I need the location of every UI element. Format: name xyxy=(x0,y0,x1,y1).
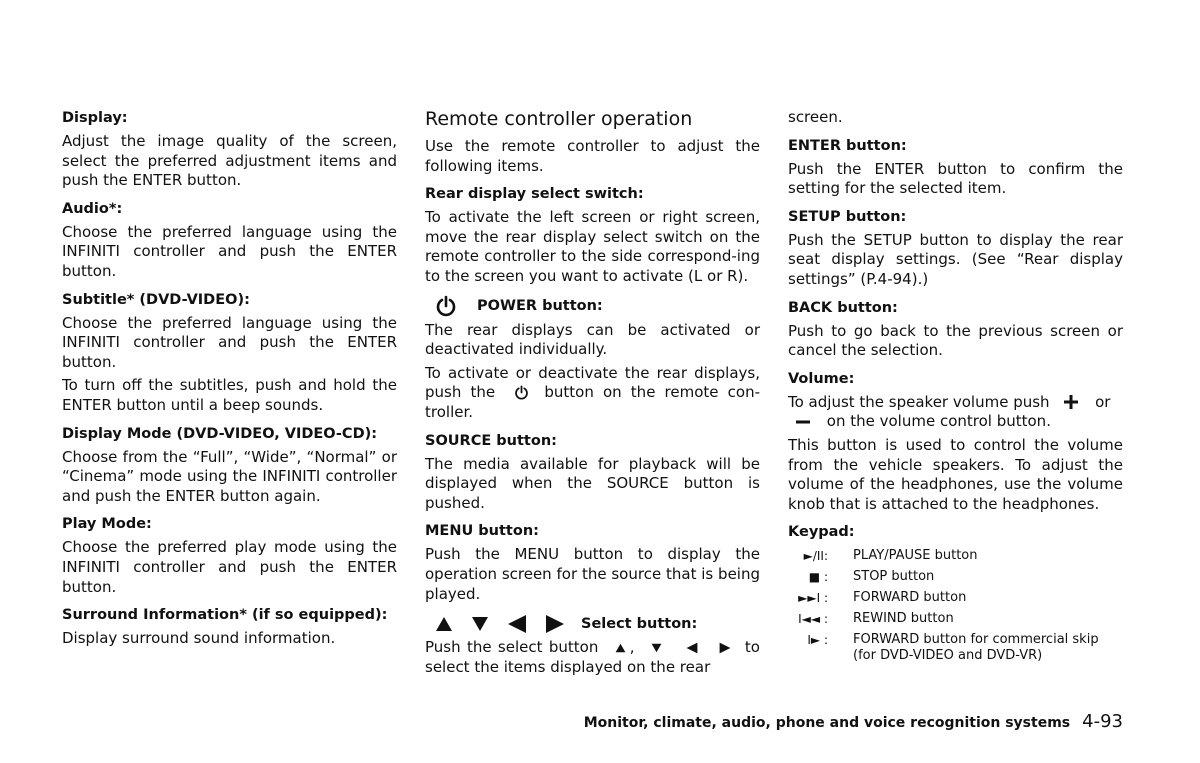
keypad-label: FORWARD button xyxy=(853,590,967,606)
column-middle xyxy=(425,107,760,681)
power-activate-a: To activate or deactivate the rear displays, push the xyxy=(425,363,760,402)
keypad-label: PLAY/PAUSE button xyxy=(853,548,978,564)
source-heading: SOURCE button: xyxy=(425,432,557,449)
play-mode-text: Choose the preferred play mode using the INFINITI controller and push the ENTER button. xyxy=(62,538,397,596)
column-left xyxy=(62,108,397,653)
keypad-label: REWIND button xyxy=(853,611,954,627)
setup-heading: SETUP button: xyxy=(788,208,907,225)
arrow-right-icon xyxy=(545,614,565,634)
surround-text: Display surround sound information. xyxy=(62,629,336,648)
display-mode-text: Choose from the “Full”, “Wide”, “Normal” or “Cinema” mode using the INFINITI controller and push the ENTER button again. xyxy=(62,447,397,505)
volume-text-or: or xyxy=(1095,392,1111,411)
footer-section: Monitor, climate, audio, phone and voice recognition systems xyxy=(583,715,1071,731)
menu-heading: MENU button: xyxy=(425,523,539,540)
arrow-right-small-icon xyxy=(719,642,731,654)
volume-detail-text: This button is used to control the volume from the vehicle speakers. To adjust the volume of the headphones, use the volume knob that is attached to the headphones. xyxy=(788,435,1123,513)
enter-text: Push the ENTER button to confirm the setting for the selected item. xyxy=(788,159,1123,198)
subtitle-off-text: To turn off the subtitles, push and hold the ENTER button until a beep sounds. xyxy=(62,376,397,414)
power-text: The rear displays can be activated or deactivated individually. xyxy=(425,320,760,359)
list-item xyxy=(788,569,1123,585)
select-text xyxy=(425,638,760,677)
menu-text: Push the MENU button to display the operation screen for the source that is being played. xyxy=(425,545,760,603)
keypad-label: STOP button xyxy=(853,569,935,585)
select-text-b: to select the items displayed on the rear xyxy=(425,638,760,676)
page-footer xyxy=(0,711,1123,732)
volume-heading: Volume: xyxy=(788,370,855,387)
rewind-icon: I◄◄ : xyxy=(798,612,828,627)
power-activate-text xyxy=(425,364,760,423)
play-pause-icon: ►/II: xyxy=(803,549,828,564)
subtitle-heading: Subtitle* (DVD-VIDEO): xyxy=(62,291,250,308)
list-item xyxy=(788,611,1123,627)
page-number: 4-93 xyxy=(1082,711,1123,732)
back-heading: BACK button: xyxy=(788,299,898,316)
rear-select-text: To activate the left screen or right screen, move the rear display select switch on the remote controller to the side correspond-ing to the screen you want to activate (L or R). xyxy=(425,208,760,285)
rear-select-heading: Rear display select switch: xyxy=(425,186,644,203)
back-text: Push to go back to the previous screen or cancel the selection. xyxy=(788,321,1123,360)
setup-text: Push the SETUP button to display the rear seat display settings. (See “Rear display settings” (P.4-94).) xyxy=(788,230,1123,288)
volume-text xyxy=(788,393,1123,432)
select-heading-row xyxy=(425,614,760,634)
arrow-left-icon xyxy=(507,614,527,634)
power-icon xyxy=(435,295,457,317)
power-activate-b: button on the remote con-troller. xyxy=(425,383,760,421)
volume-text-a: To adjust the speaker volume push xyxy=(788,392,1050,411)
enter-heading: ENTER button: xyxy=(788,137,907,154)
list-item xyxy=(788,632,1123,664)
section-title: Remote controller operation xyxy=(425,108,693,130)
minus-icon xyxy=(796,415,810,429)
stop-icon: ■ : xyxy=(808,570,828,585)
select-text-a: Push the select button xyxy=(425,638,599,657)
audio-heading: Audio*: xyxy=(62,200,123,217)
volume-text-c: on the volume control button. xyxy=(826,412,1051,431)
list-item xyxy=(788,590,1123,606)
continued-text: screen. xyxy=(788,108,843,126)
skip-icon: I► : xyxy=(807,633,828,648)
select-comma: , xyxy=(629,638,635,657)
intro-text: Use the remote controller to adjust the following items. xyxy=(425,137,760,175)
keypad-list xyxy=(788,548,1123,664)
arrow-left-small-icon xyxy=(686,642,698,654)
power-heading: POWER button: xyxy=(477,297,603,314)
source-text: The media available for playback will be displayed when the SOURCE button is pushed. xyxy=(425,454,760,512)
power-heading-row xyxy=(425,295,760,317)
power-icon-inline xyxy=(514,385,529,400)
select-arrows xyxy=(435,614,565,634)
column-right xyxy=(788,108,1123,669)
display-heading: Display: xyxy=(62,110,128,126)
audio-text: Choose the preferred language using the INFINITI controller and push the ENTER button. xyxy=(62,222,397,280)
list-item xyxy=(788,548,1123,564)
surround-heading: Surround Information* (if so equipped): xyxy=(62,607,388,624)
select-heading: Select button: xyxy=(581,616,698,633)
arrow-down-icon xyxy=(471,616,489,632)
arrow-up-small-icon xyxy=(615,643,626,653)
subtitle-text: Choose the preferred language using the INFINITI controller and push the ENTER button. xyxy=(62,313,397,371)
arrow-up-icon xyxy=(435,616,453,632)
keypad-label: FORWARD button for commercial skip (for DVD-VIDEO and DVD-VR) xyxy=(853,632,1099,664)
plus-icon xyxy=(1064,395,1078,409)
arrow-down-small-icon xyxy=(651,643,662,653)
keypad-heading: Keypad: xyxy=(788,524,855,541)
forward-icon: ►►I : xyxy=(798,591,828,606)
display-text: Adjust the image quality of the screen, select the preferred adjustment items and push the ENTER button. xyxy=(62,132,397,190)
play-mode-heading: Play Mode: xyxy=(62,516,152,533)
display-mode-heading: Display Mode (DVD-VIDEO, VIDEO-CD): xyxy=(62,425,378,442)
